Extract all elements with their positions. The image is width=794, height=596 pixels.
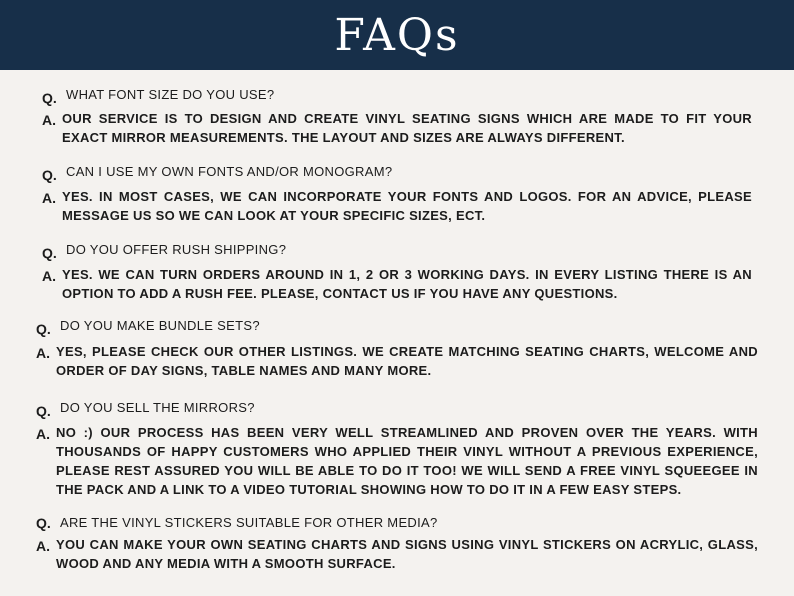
faq-question-5	[36, 400, 736, 419]
faq-answer-4	[36, 342, 760, 380]
question-text: DO YOU MAKE BUNDLE SETS?	[60, 318, 260, 333]
faq-question-3	[42, 242, 742, 261]
question-marker: Q.	[36, 515, 51, 531]
question-marker: Q.	[42, 90, 57, 106]
answer-marker: A.	[36, 538, 50, 554]
answer-marker: A.	[36, 345, 50, 361]
question-text: DO YOU SELL THE MIRRORS?	[60, 400, 255, 415]
page-title: FAQs	[334, 10, 460, 61]
answer-text: YES, PLEASE CHECK OUR OTHER LISTINGS. WE CREATE MATCHING SEATING CHARTS, WELCOME AND ORDER OF DAY SIGNS, TABLE NAMES AND MANY MORE.	[56, 344, 758, 378]
answer-text: OUR SERVICE IS TO DESIGN AND CREATE VINYL SEATING SIGNS WHICH ARE MADE TO FIT YOUR EXACT MIRROR MEASUREMENTS. THE LAYOUT AND SIZES ARE ALWAYS DIFFERENT.	[62, 111, 752, 145]
header-banner	[0, 0, 794, 70]
faq-question-2	[42, 164, 742, 183]
question-marker: Q.	[36, 403, 51, 419]
faq-answer-1	[42, 109, 754, 147]
faq-question-4	[36, 318, 736, 337]
faq-answer-2	[42, 187, 754, 225]
answer-marker: A.	[42, 190, 56, 206]
question-marker: Q.	[42, 167, 57, 183]
question-marker: Q.	[42, 245, 57, 261]
answer-marker: A.	[42, 112, 56, 128]
faq-answer-5	[36, 423, 760, 499]
question-text: WHAT FONT SIZE DO YOU USE?	[66, 87, 275, 102]
question-text: ARE THE VINYL STICKERS SUITABLE FOR OTHER MEDIA?	[60, 515, 438, 530]
question-text: CAN I USE MY OWN FONTS AND/OR MONOGRAM?	[66, 164, 393, 179]
answer-text: YES. IN MOST CASES, WE CAN INCORPORATE YOUR FONTS AND LOGOS. FOR AN ADVICE, PLEASE MESSAGE US SO WE CAN LOOK AT YOUR SPECIFIC SIZES, ECT.	[62, 189, 752, 223]
faq-question-6	[36, 512, 736, 531]
faq-answer-3	[42, 265, 754, 303]
answer-text: YOU CAN MAKE YOUR OWN SEATING CHARTS AND SIGNS USING VINYL STICKERS ON ACRYLIC, GLASS, WOOD AND ANY MEDIA WITH A SMOOTH SURFACE.	[56, 537, 758, 571]
faq-answer-6	[36, 535, 760, 573]
faq-question-1	[42, 87, 742, 106]
answer-text: NO :) OUR PROCESS HAS BEEN VERY WELL STREAMLINED AND PROVEN OVER THE YEARS. WITH THOUSANDS OF HAPPY CUSTOMERS WHO APPLIED THEIR VINYL WITHOUT A PREVIOUS EXPERIENCE, PLEASE REST ASSURED YOU WILL BE ABLE TO DO IT TOO! WE WILL SEND A FREE VINYL SQUEEGEE IN THE PACK AND A LINK TO A VIDEO TUTORIAL SHOWING HOW TO DO IT IN A FEW EASY STEPS.	[56, 425, 758, 497]
question-text: DO YOU OFFER RUSH SHIPPING?	[66, 242, 287, 257]
question-marker: Q.	[36, 321, 51, 337]
answer-text: YES. WE CAN TURN ORDERS AROUND IN 1, 2 OR 3 WORKING DAYS. IN EVERY LISTING THERE IS AN OPTION TO ADD A RUSH FEE. PLEASE, CONTACT US IF YOU HAVE ANY QUESTIONS.	[62, 267, 752, 301]
answer-marker: A.	[42, 268, 56, 284]
answer-marker: A.	[36, 426, 50, 442]
